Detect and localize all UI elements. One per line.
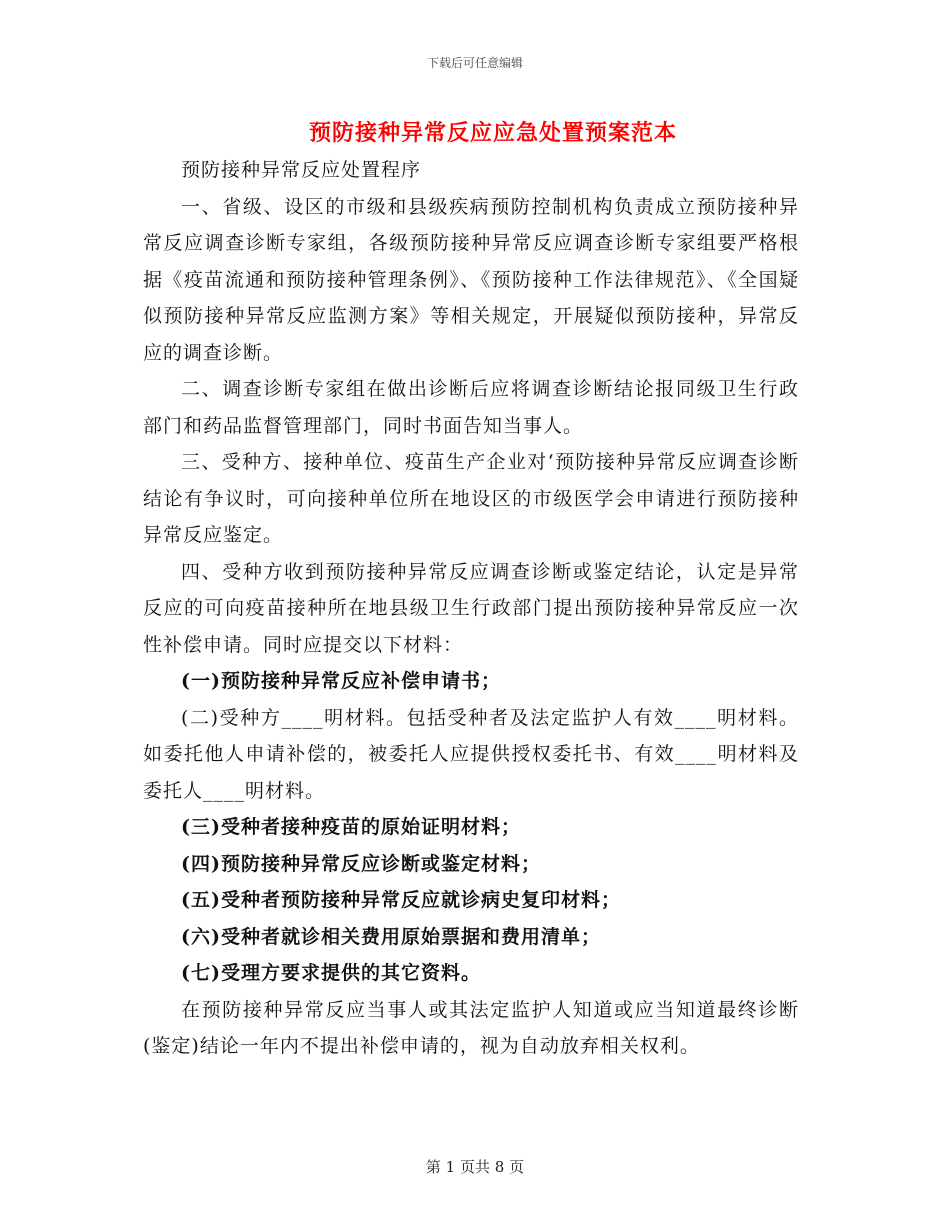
paragraph-item-3: 三、受种方、接种单位、疫苗生产企业对‘预防接种异常反应调查诊断结论有争议时，可向接种单位所在地设区的市级医学会申请进行预防接种异常反应鉴定。 bbox=[143, 451, 799, 546]
material-item-2: (二)受种方____明材料。包括受种者及法定监护人有效____明材料。如委托他人申请补偿的，被委托人应提供授权委托书、有效____明材料及委托人____明材料。 bbox=[143, 706, 799, 802]
material-item-5: (五)受种者预防接种异常反应就诊病史复印材料； bbox=[181, 889, 621, 911]
material-item-1: (一)预防接种异常反应补偿申请书； bbox=[181, 670, 501, 692]
page-number: 第 1 页共 8 页 bbox=[425, 1158, 525, 1176]
header-note: 下载后可任意编辑 bbox=[426, 56, 523, 70]
document-title: 预防接种异常反应应急处置预案范本 bbox=[308, 120, 677, 146]
material-item-4: (四)预防接种异常反应诊断或鉴定材料； bbox=[181, 852, 541, 875]
paragraph-item-1: 一、省级、设区的市级和县级疾病预防控制机构负责成立预防接种异常反应调查诊断专家组，各级预防接种异常反应调查诊断专家组要严格根据《疫苗流通和预防接种管理条例》、《预防接种工作法律规范》、《全国疑似预防接种异常反应监测方案》等相关规定，开展疑似预防接种，异常反应的调查诊断。 bbox=[143, 195, 799, 364]
material-item-7: (七)受理方要求提供的其它资料。 bbox=[181, 962, 481, 984]
material-item-3: (三)受种者接种疫苗的原始证明材料； bbox=[181, 816, 521, 838]
closing-paragraph: 在预防接种异常反应当事人或其法定监护人知道或应当知道最终诊断(鉴定)结论一年内不提出补偿申请的，视为自动放弃相关权利。 bbox=[143, 998, 799, 1057]
section-heading: 预防接种异常反应处置程序 bbox=[181, 159, 422, 181]
document-body bbox=[143, 152, 799, 1065]
paragraph-item-2: 二、调查诊断专家组在做出诊断后应将调查诊断结论报同级卫生行政部门和药品监督管理部门，同时书面告知当事人。 bbox=[143, 378, 799, 437]
material-item-6: (六)受种者就诊相关费用原始票据和费用清单； bbox=[181, 925, 601, 948]
paragraph-item-4: 四、受种方收到预防接种异常反应调查诊断或鉴定结论，认定是异常反应的可向疫苗接种所在地县级卫生行政部门提出预防接种异常反应一次性补偿申请。同时应提交以下材料： bbox=[143, 560, 799, 656]
